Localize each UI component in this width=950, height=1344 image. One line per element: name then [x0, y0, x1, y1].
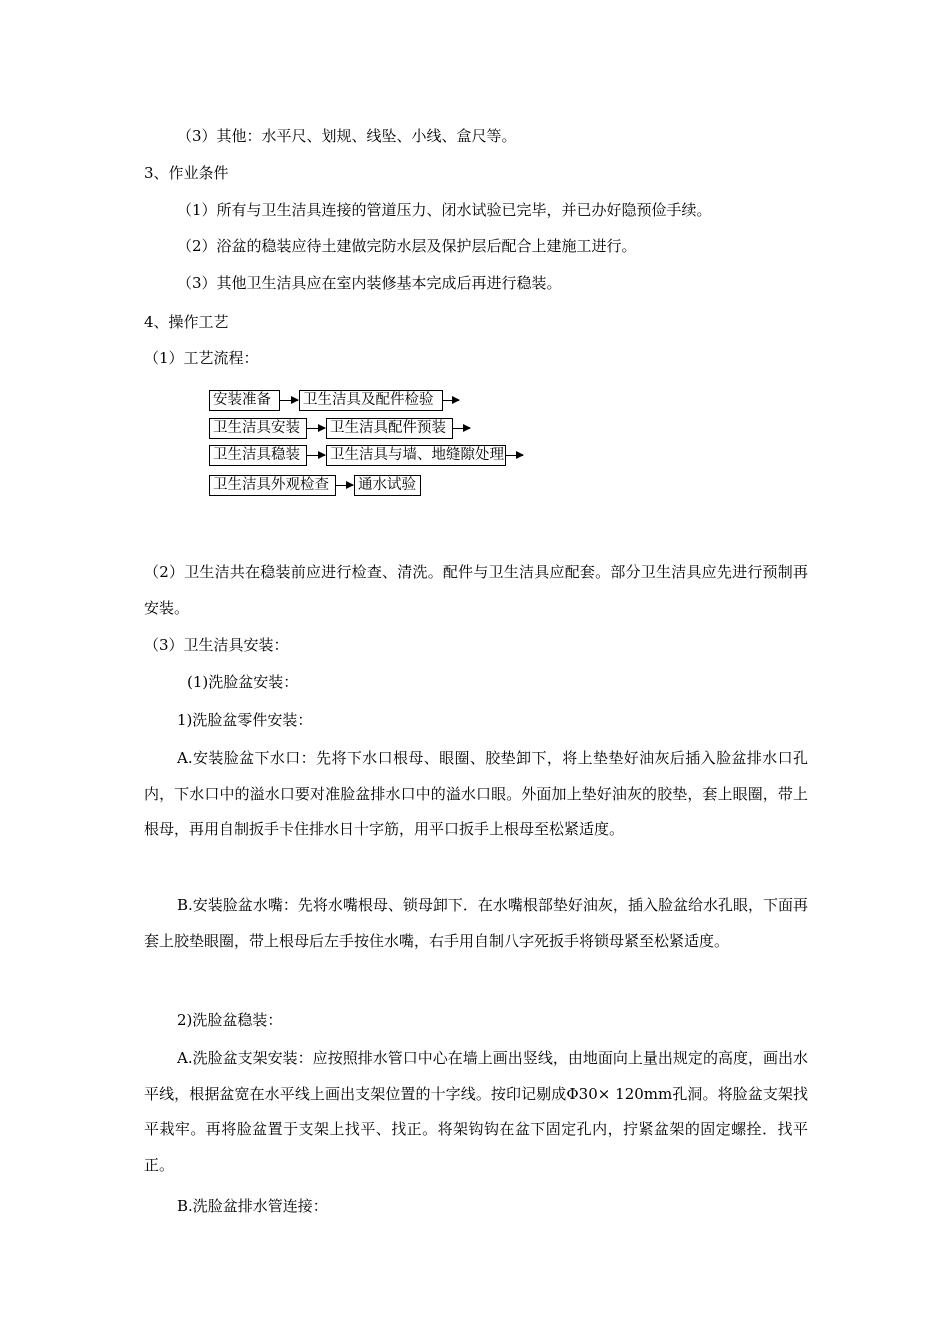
flow-step-appearance-check: 卫生洁具外观检查	[209, 475, 336, 496]
flow-step-fitting-preinstall: 卫生洁具配件预装	[326, 418, 453, 439]
text-line: （3）其他卫生洁具应在室内装修基本完成后再进行稳装。	[177, 274, 562, 292]
arrow-icon	[336, 485, 353, 486]
text-line: （1）所有与卫生洁具连接的管道压力、闭水试验已完毕，并已办好隐预俭手续。	[177, 201, 712, 219]
subheading: 2)洗脸盆稳装：	[177, 1011, 283, 1029]
text-line: （1）工艺流程：	[144, 349, 259, 367]
flow-step-gap-treatment: 卫生洁具与墙、地缝隙处理	[326, 445, 506, 466]
text-line: （2）浴盆的稳装应待土建做完防水层及保护层后配合上建施工进行。	[177, 237, 637, 255]
paragraph: B.安装脸盆水嘴：先将水嘴根母、锁母卸下．在水嘴根部垫好油灰，插入脸盆给水孔眼，下面再套上胶垫眼圈，带上根母后左手按住水嘴，右手用自制八字死扳手将锁母紧至松紧适度。	[144, 896, 808, 950]
flow-step-fixture-install: 卫生洁具安装	[209, 418, 307, 439]
section-heading: 3、作业条件	[144, 164, 229, 182]
paragraph: A.洗脸盆支架安装：应按照排水管口中心在墙上画出竖线，由地面向上量出规定的高度，画出水平线，根据盆宽在水平线上画出支架位置的十字线。按印记剔成Φ30× 120mm孔洞。将脸盆支架找平栽牢。再将脸盆置于支架上找平、找正。将架钩钩在盆下固定孔内，拧紧盆架的固定螺拴．找平正。	[144, 1049, 808, 1174]
flow-step-install-prep: 安装准备	[209, 390, 280, 411]
subheading: B.洗脸盆排水管连接：	[177, 1197, 328, 1215]
paragraph: （2）卫生洁共在稳装前应进行检查、清洗。配件与卫生洁具应配套。部分卫生洁具应先进行预制再安装。	[144, 563, 808, 617]
text-line: （3）其他：水平尺、划规、线坠、小线、盒尺等。	[177, 127, 517, 145]
arrow-icon	[506, 455, 523, 456]
arrow-icon	[307, 455, 325, 456]
section-heading: 4、操作工艺	[144, 313, 229, 331]
subheading: （3）卫生洁具安装：	[144, 636, 289, 654]
arrow-icon	[280, 400, 298, 401]
flow-step-inspection: 卫生洁具及配件检验	[299, 390, 443, 411]
flow-step-fixture-setting: 卫生洁具稳装	[209, 445, 307, 466]
flow-step-water-test: 通水试验	[354, 475, 421, 496]
subheading: 1)洗脸盆零件安装：	[177, 711, 313, 729]
subheading: (1)洗脸盆安装：	[187, 673, 299, 691]
arrow-icon	[453, 428, 470, 429]
arrow-icon	[307, 428, 325, 429]
paragraph: A.安装脸盆下水口：先将下水口根母、眼圈、胶垫卸下，将上垫垫好油灰后插入脸盆排水口孔内，下水口中的溢水口要对准脸盆排水口中的溢水口眼。外面加上垫好油灰的胶垫，套上眼圈，带上根母，再用自制扳手卡住排水日十字筋，用平口扳手上根母至松紧适度。	[144, 749, 808, 838]
arrow-icon	[443, 400, 459, 401]
process-flow-diagram	[209, 388, 539, 504]
